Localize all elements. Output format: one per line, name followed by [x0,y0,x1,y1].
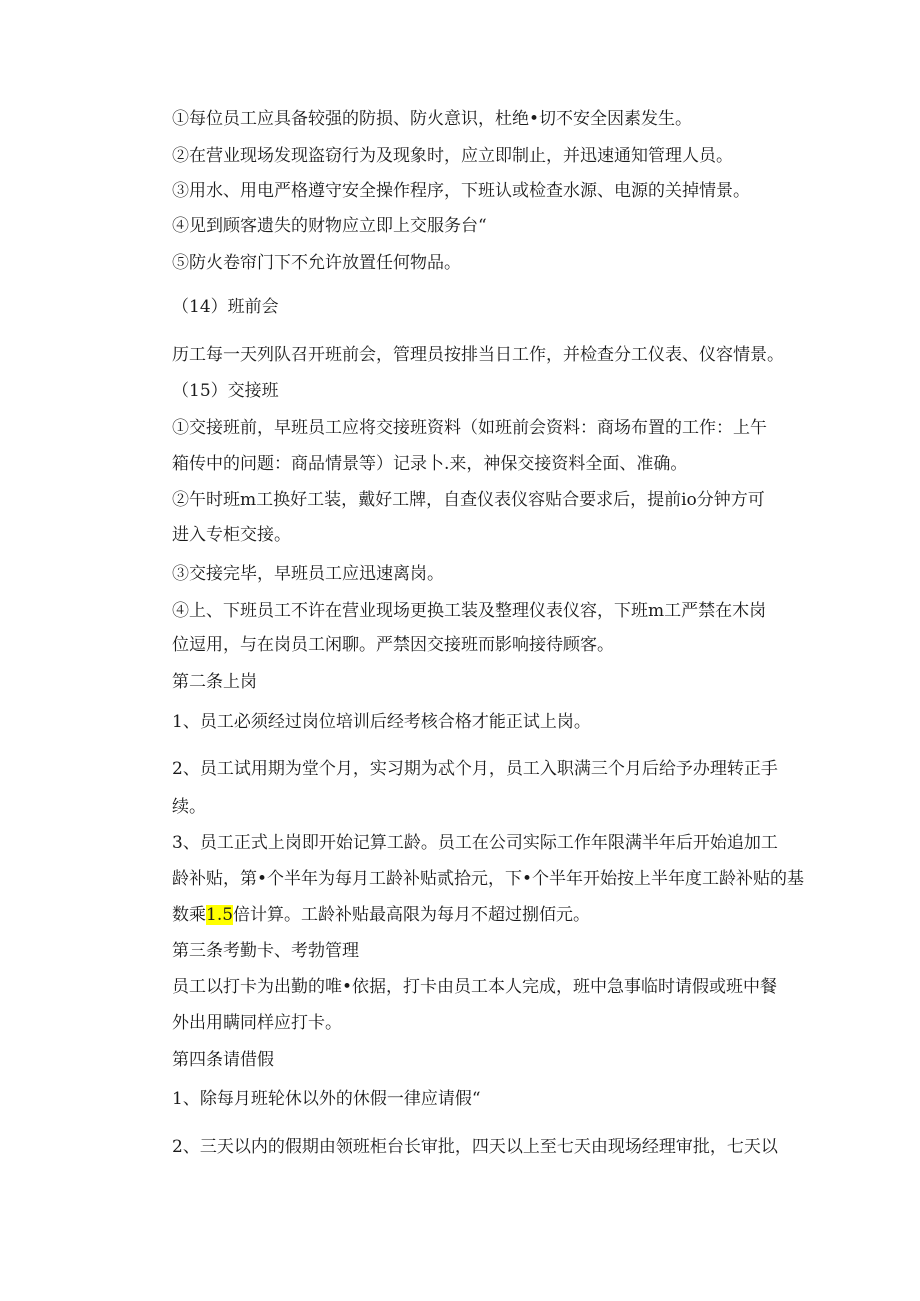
article-2-item-3-line-2: 龄补贴，第•个半年为每月工龄补贴贰拾元，下•个半年开始按上半年度工龄补贴的基 [172,869,805,889]
handover-item-3: ③交接完毕，早班员工应迅速离岗。 [172,564,444,584]
article-3-heading: 第三条考勤卡、考勃管理 [172,941,359,961]
article-2-item-2-line-1: 2、员工试用期为堂个月，实习期为忒个月，员工入职满三个月后给予办理转正手 [172,759,778,779]
section-14-heading: （14）班前会 [172,297,279,317]
handover-item-2-line-1: ②午时班m工换好工装，戴好工牌，自查仪表仪容贴合要求后，提前io分钟方可 [172,490,765,510]
line-text-suffix: 倍计算。工龄补贴最高限为每月不超过捌佰元。 [233,905,591,925]
article-2-item-2-line-2: 续。 [172,797,206,817]
line-text-prefix: 数乘 [172,905,206,925]
safety-item-4: ④见到顾客遗失的财物应立即上交服务台“ [172,216,487,236]
article-2-item-3-line-3 [172,904,590,926]
handover-item-4-line-2: 位逗用，与在岗员工闲聊。严禁因交接班而影响接待顾客。 [172,635,614,655]
article-4-item-2: 2、三天以内的假期由领班柜台长审批，四天以上至七天由现场经理审批，七天以 [172,1137,778,1157]
section-14-text: 历工每一天列队召开班前会，管理员按排当日工作，并检查分工仪表、仪容情景。 [172,345,784,365]
safety-item-3: ③用水、用电严格遵守安全操作程序，下班认或检查水源、电源的关掉情景。 [172,181,750,201]
article-3-text-line-2: 外出用瞒同样应打卡。 [172,1013,342,1033]
safety-item-5: ⑤防火卷帘门下不允许放置任何物品。 [172,253,461,273]
safety-item-1: ①每位员工应具备较强的防损、防火意识，杜绝•切不安全因素发生。 [172,109,693,129]
section-15-heading: （15）交接班 [172,381,279,401]
highlighted-multiplier: 1.5 [206,905,234,925]
article-3-text-line-1: 员工以打卡为出勤的唯•依据，打卡由员工本人完成，班中急事临时请假或班中餐 [172,977,778,997]
article-2-item-1: 1、员工必须经过岗位培训后经考核合格才能正试上岗。 [172,712,591,732]
article-4-heading: 第四条请借假 [172,1050,274,1070]
article-2-item-3-line-1: 3、员工正式上岗即开始记算工龄。员工在公司实际工作年限满半年后开始追加工 [172,833,778,853]
article-4-item-1: 1、除每月班轮休以外的休假一律应请假“ [172,1089,481,1109]
handover-item-2-line-2: 进入专柜交接。 [172,525,291,545]
handover-item-1-line-2: 箱传中的问题：商品情景等）记录卜.来，神保交接资料全面、准确。 [172,454,688,474]
handover-item-4-line-1: ④上、下班员工不许在营业现场更换工装及整理仪表仪容，下班m工严禁在木岗 [172,601,767,621]
handover-item-1-line-1: ①交接班前，早班员工应将交接班资料（如班前会资料：商场布置的工作：上午 [172,418,767,438]
safety-item-2: ②在营业现场发现盗窃行为及现象时，应立即制止，并迅速通知管理人员。 [172,146,733,166]
article-2-heading: 第二条上岗 [172,672,257,692]
